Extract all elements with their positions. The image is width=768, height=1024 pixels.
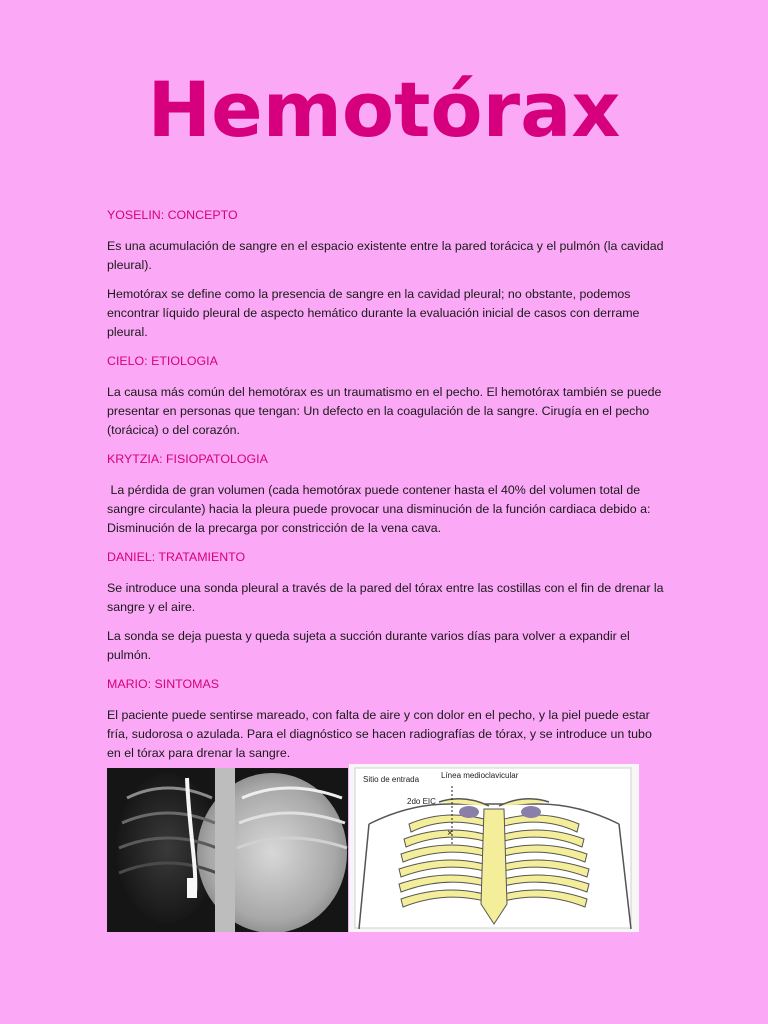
page-title: Hemotórax [147, 65, 621, 154]
figure-row [107, 764, 639, 932]
document-body [107, 206, 667, 773]
paragraph-concepto-1: Es una acumulación de sangre en el espacio existente entre la pared torácica y el pulmón (la cavidad pleural). [107, 239, 664, 272]
insertion-mark-icon: × [447, 828, 453, 839]
paragraph-concepto-2: Hemotórax se define como la presencia de sangre en la cavidad pleural; no obstante, podemos encontrar líquido pleural de aspecto hemático durante la evaluación inicial de casos con derrame pleural. [107, 287, 640, 339]
paragraph-fisiopatologia: La pérdida de gran volumen (cada hemotórax puede contener hasta el 40% del volumen total de sangre circulante) hacia la pleura puede provocar una disminución de la función cardiaca debido a: Disminución de la precarga por constricción de la vena cava. [107, 483, 654, 535]
paragraph-tratamiento-2: La sonda se deja puesta y queda sujeta a succión durante varios días para volver a expandir el pulmón. [107, 629, 630, 662]
section-heading-fisiopatologia: KRYTZIA: FISIOPATOLOGIA [107, 452, 268, 466]
section-heading-tratamiento: DANIEL: TRATAMIENTO [107, 550, 246, 564]
paragraph-tratamiento-1: Se introduce una sonda pleural a través de la pared del tórax entre las costillas con el fin de drenar la sangre y el aire. [107, 581, 664, 614]
paragraph-etiologia: La causa más común del hemotórax es un traumatismo en el pecho. El hemotórax también se puede presentar en personas que tengan: Un defecto en la coagulación de la sangre. Cirugía en el pecho (torácica) o del corazón. [107, 385, 662, 437]
section-heading-etiologia: CIELO: ETIOLOGIA [107, 354, 218, 368]
diagram-label-line: Línea medioclavicular [441, 771, 519, 780]
section-heading-sintomas: MARIO: SINTOMAS [107, 677, 219, 691]
chest-diagram-image [349, 764, 639, 932]
chest-xray-image [107, 768, 348, 932]
diagram-label-entry: Sitio de entrada [363, 775, 420, 784]
chest-xray-graphic [107, 768, 348, 932]
diagram-label-eic: 2do EIC [407, 797, 436, 806]
paragraph-sintomas: El paciente puede sentirse mareado, con falta de aire y con dolor en el pecho, y la piel puede estar fría, sudorosa o azulada. Para el diagnóstico se hacen radiografías de tórax, y se introduce un tubo en el tórax para drenar la sangre. [107, 708, 652, 760]
section-heading-concepto: YOSELIN: CONCEPTO [107, 208, 238, 222]
chest-diagram-graphic [349, 764, 639, 932]
